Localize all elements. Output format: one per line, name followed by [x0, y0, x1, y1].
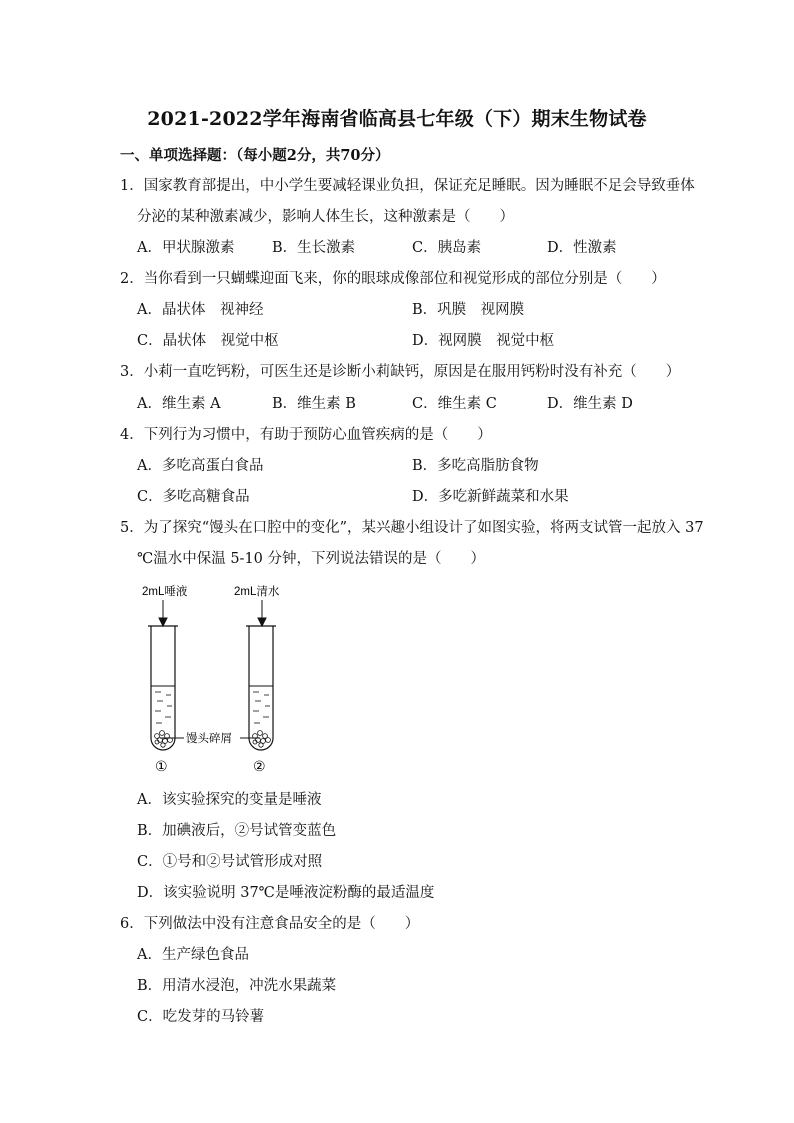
question-4-text: 4．下列行为习惯中，有助于预防心血管疾病的是（ ）	[120, 427, 492, 443]
question-3-text: 3．小莉一直吃钙粉，可医生还是诊断小莉缺钙，原因是在服用钙粉时没有补充（ ）	[120, 364, 681, 380]
test-tube-2	[246, 626, 276, 750]
question-6-text: 6．下列做法中没有注意食品安全的是（ ）	[120, 916, 420, 932]
question-5-text: 5．为了探究“馒头在口腔中的变化”，某兴趣小组设计了如图实验，将两支试管一起放入 37	[120, 520, 704, 536]
question-4-option-a[interactable]: A．多吃高蛋白食品	[137, 458, 264, 474]
label-water: 2mL清水	[234, 586, 280, 598]
question-1-option-a[interactable]: A．甲状腺激素	[137, 240, 235, 256]
question-6-option-c[interactable]: C．吃发芽的马铃薯	[137, 1009, 265, 1025]
question-2-option-d[interactable]: D．视网膜 视觉中枢	[412, 333, 555, 349]
question-2-text: 2．当你看到一只蝴蝶迎面飞来，你的眼球成像部位和视觉形成的部位分别是（ ）	[120, 271, 666, 287]
question-2-option-c[interactable]: C．晶状体 视觉中枢	[137, 333, 279, 349]
question-2-option-a[interactable]: A．晶状体 视神经	[137, 302, 264, 318]
page-title: 2021-2022学年海南省临高县七年级（下）期末生物试卷	[147, 108, 647, 130]
tube-1-number: ①	[155, 759, 168, 775]
question-5-option-c[interactable]: C．①号和②号试管形成对照	[137, 854, 323, 870]
question-1-option-c[interactable]: C．胰岛素	[412, 240, 482, 256]
question-4-option-c[interactable]: C．多吃高糖食品	[137, 489, 250, 505]
question-5-option-d[interactable]: D．该实验说明 37℃是唾液淀粉酶的最适温度	[137, 885, 435, 901]
question-1-option-d[interactable]: D．性激素	[547, 240, 617, 256]
question-1-option-b[interactable]: B．生长激素	[272, 240, 356, 256]
arrow-water	[258, 600, 266, 626]
question-6-option-b[interactable]: B．用清水浸泡，冲洗水果蔬菜	[137, 978, 337, 994]
question-5-option-b[interactable]: B．加碘液后，②号试管变蓝色	[137, 823, 337, 839]
question-3-option-d[interactable]: D．维生素 D	[547, 396, 633, 412]
question-2-option-b[interactable]: B．巩膜 视网膜	[412, 302, 525, 318]
arrow-saliva	[159, 600, 167, 626]
question-4-option-d[interactable]: D．多吃新鲜蔬菜和水果	[412, 489, 569, 505]
question-5-option-a[interactable]: A．该实验探究的变量是唾液	[137, 792, 322, 808]
question-4-option-b[interactable]: B．多吃高脂肪食物	[412, 458, 539, 474]
question-1-text-cont: 分泌的某种激素减少，影响人体生长，这种激素是（ ）	[137, 209, 514, 225]
question-1-text: 1．国家教育部提出，中小学生要减轻课业负担，保证充足睡眠。因为睡眠不足会导致垂体	[120, 178, 695, 194]
label-bread: 馒头碎屑	[186, 733, 232, 745]
question-6-option-a[interactable]: A．生产绿色食品	[137, 947, 249, 963]
question-3-option-c[interactable]: C．维生素 C	[412, 396, 497, 412]
question-5-text-cont: ℃温水中保温 5-10 分钟，下列说法错误的是（ ）	[137, 551, 486, 567]
test-tube-figure	[130, 578, 330, 778]
test-tube-1	[148, 626, 178, 750]
tube-2-number: ②	[253, 759, 266, 775]
label-saliva: 2mL唾液	[142, 586, 188, 598]
section-heading: 一、单项选择题：（每小题2分，共70分）	[120, 147, 390, 164]
question-3-option-b[interactable]: B．维生素 B	[272, 396, 356, 412]
question-3-option-a[interactable]: A．维生素 A	[137, 396, 221, 412]
